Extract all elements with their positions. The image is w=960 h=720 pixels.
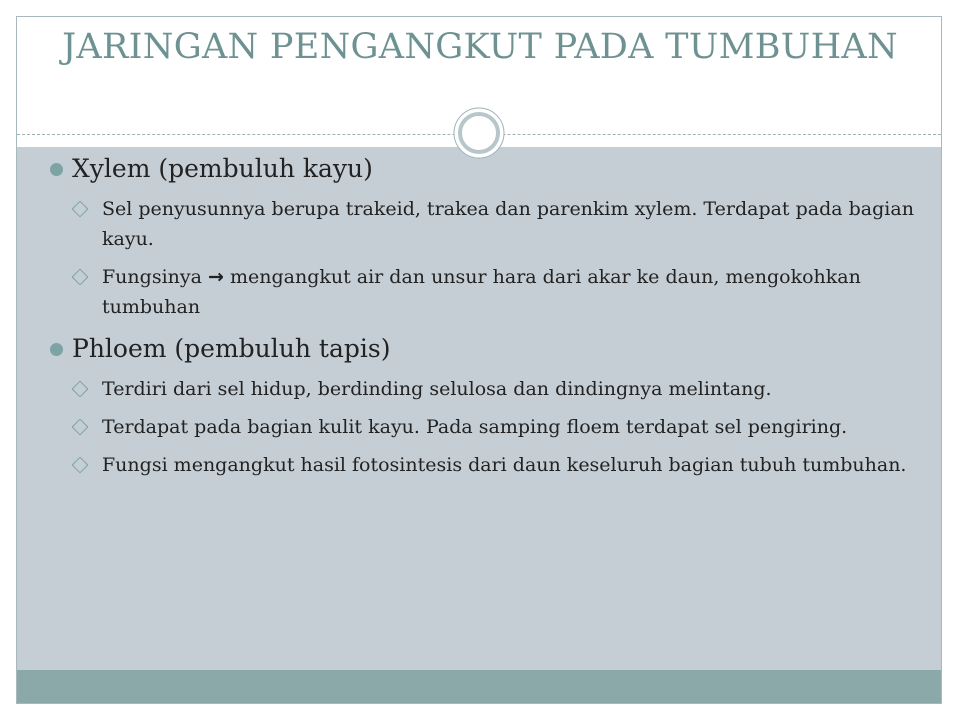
section-heading-text: Xylem (pembuluh kayu) bbox=[72, 154, 373, 183]
list-item-text: Fungsi mengangkut hasil fotosintesis dari daun keseluruh bagian tubuh tumbuhan. bbox=[102, 454, 907, 476]
round-bullet-icon bbox=[50, 163, 63, 176]
round-bullet-icon bbox=[50, 343, 63, 356]
list-item bbox=[48, 450, 928, 480]
section-heading-phloem bbox=[48, 332, 928, 366]
list-item-text-start: Fungsinya bbox=[102, 266, 202, 288]
diamond-bullet-icon bbox=[72, 419, 89, 436]
diamond-bullet-icon bbox=[72, 381, 89, 398]
list-item-text: Terdiri dari sel hidup, berdinding selulosa dan dindingnya melintang. bbox=[102, 378, 772, 400]
diamond-bullet-icon bbox=[72, 201, 89, 218]
slide-title: JARINGAN PENGANGKUT PADA TUMBUHAN bbox=[62, 27, 898, 67]
section-heading-text: Phloem (pembuluh tapis) bbox=[72, 334, 391, 363]
section-heading-xylem bbox=[48, 152, 928, 186]
list-item bbox=[48, 194, 928, 254]
diamond-bullet-icon bbox=[72, 457, 89, 474]
footer-band bbox=[17, 670, 941, 703]
list-item-text: Sel penyusunnya berupa trakeid, trakea dan parenkim xylem. Terdapat pada bagian kayu. bbox=[102, 198, 914, 250]
list-item bbox=[48, 412, 928, 442]
list-item bbox=[48, 374, 928, 404]
list-item bbox=[48, 262, 928, 322]
list-item-text-end: mengangkut air dan unsur hara dari akar ke daun, mengokohkan tumbuhan bbox=[102, 266, 861, 318]
content-list bbox=[48, 152, 928, 488]
list-item-text: Terdapat pada bagian kulit kayu. Pada samping floem terdapat sel pengiring. bbox=[102, 416, 848, 438]
right-arrow-icon: → bbox=[208, 266, 224, 288]
diamond-bullet-icon bbox=[72, 269, 89, 286]
